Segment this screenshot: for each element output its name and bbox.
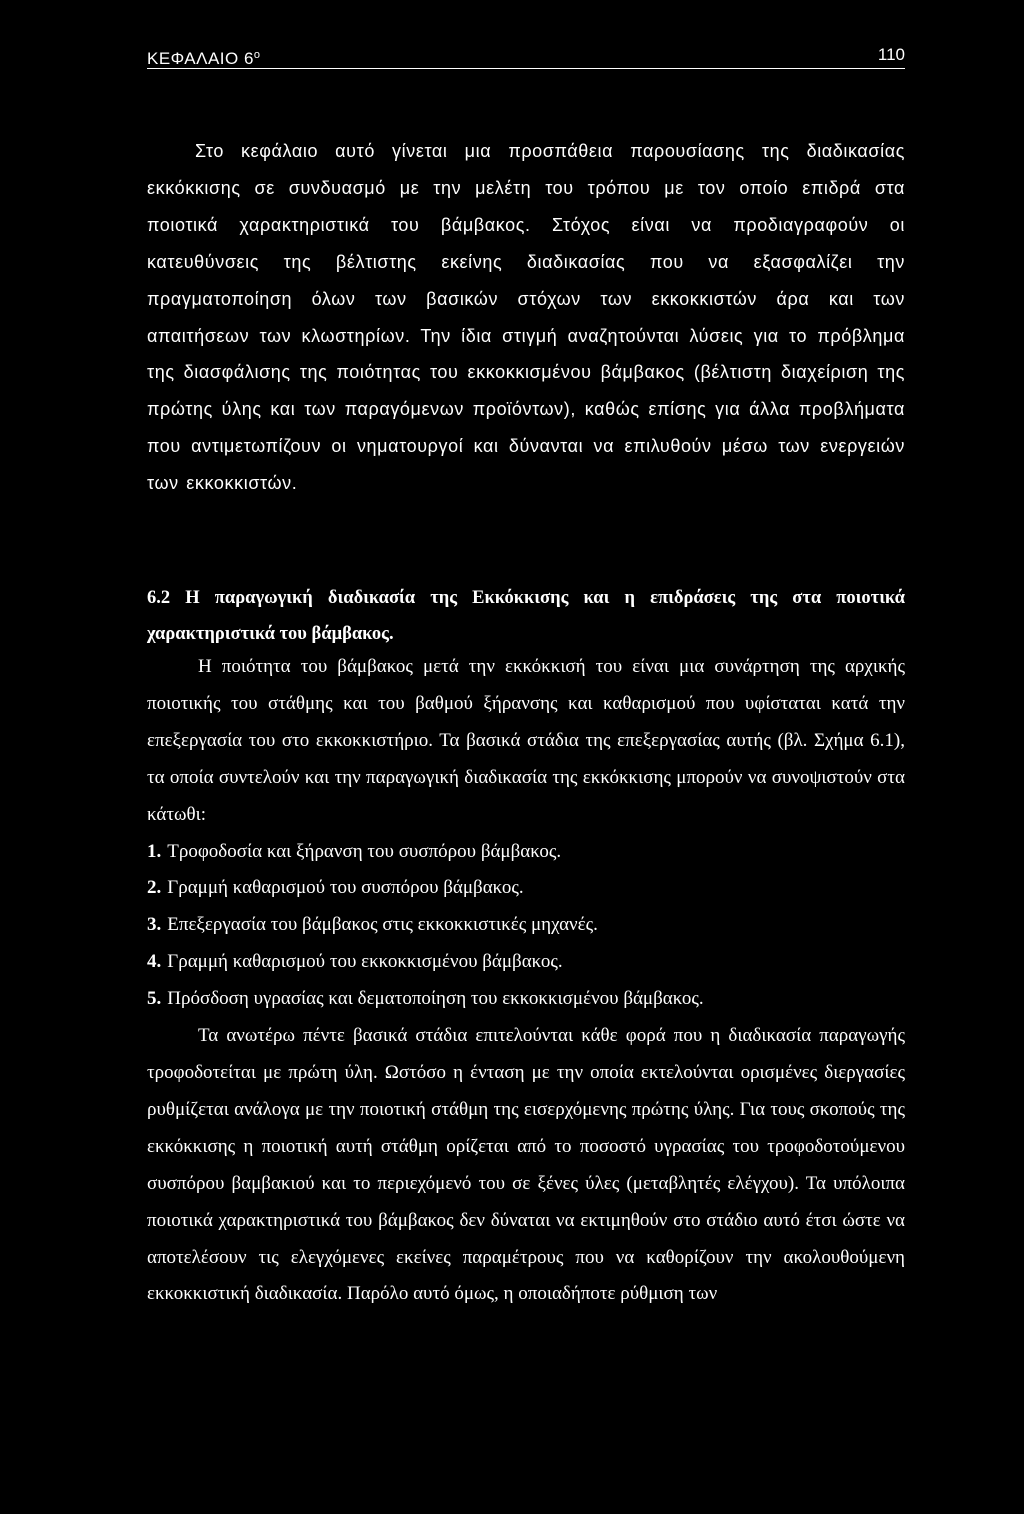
stages-list bbox=[147, 834, 905, 1019]
running-header bbox=[147, 44, 905, 69]
list-item: 1. Τροφοδοσία και ξήρανση του συσπόρου βάμβακος. bbox=[147, 840, 562, 862]
list-item: 5. Πρόσδοση υγρασίας και δεματοποίηση του εκκοκκισμένου βάμβακος. bbox=[147, 988, 704, 1010]
intro-paragraph: Στο κεφάλαιο αυτό γίνεται μια προσπάθεια παρουσίασης της διαδικασίας εκκόκκισης σε συνδυασμό με την μελέτη του τρόπου με τον οποίο επιδρά στα ποιοτικά χαρακτηριστικά του βάμβακος. Στόχος είναι να προδιαγραφούν οι κατευθύνσεις της βέλτιστης εκείνης διαδικασίας που να εξασφαλίζει την πραγματοποίηση όλων των βασικών στόχων των εκκοκκιστών άρα και των απαιτήσεων των κλωστηρίων. Την ίδια στιγμή αναζητούνται λύσεις για το πρόβλημα της διασφάλισης της ποιότητας του εκκοκκισμένου βάμβακος (βέλτιστη διαχείριση της πρώτης ύλης και των παραγόμενων προϊόντων), καθώς επίσης για άλλα προβλήματα που αντιμετωπίζουν οι νηματουργοί και δύνανται να επιλυθούν μέσω των ενεργειών των εκκοκκιστών. bbox=[147, 141, 905, 494]
section-heading: 6.2 Η παραγωγική διαδικασία της Εκκόκκισης και η επιδράσεις της στα ποιοτικά χαρακτηριστικά του βάμβακος. bbox=[147, 588, 905, 644]
section-paragraph-1: Η ποιότητα του βάμβακος μετά την εκκόκκισή του είναι μια συνάρτηση της αρχικής ποιοτικής του στάθμης και του βαθμού ξήρανσης και καθαρισμού που υφίσταται κατά την επεξεργασία του στο εκκοκκιστήριο. Τα βασικά στάδια της επεξεργασίας αυτής (βλ. Σχήμα 6.1), τα οποία συντελούν και την παραγωγική διαδικασία της εκκόκκισης μπορούν να συνοψιστούν στα κάτωθι: bbox=[147, 656, 905, 825]
section-body bbox=[147, 649, 905, 1313]
list-item: 3. Επεξεργασία του βάμβακος στις εκκοκκιστικές μηχανές. bbox=[147, 914, 598, 936]
chapter-label: ΚΕΦΑΛΑΙΟ $6^o$ bbox=[147, 49, 261, 68]
page-number: 110 bbox=[877, 45, 905, 64]
list-item: 2. Γραμμή καθαρισμού του συσπόρου βάμβακος. bbox=[147, 877, 524, 899]
list-item: 4. Γραμμή καθαρισμού του εκκοκκισμένου βάμβακος. bbox=[147, 951, 563, 973]
section-paragraph-2: Τα ανωτέρω πέντε βασικά στάδια επιτελούνται κάθε φορά που η διαδικασία παραγωγής τροφοδοτείται με πρώτη ύλη. Ωστόσο η ένταση με την οποία εκτελούνται ορισμένες διεργασίες ρυθμίζεται ανάλογα με την ποιοτική στάθμη της εισερχόμενης πρώτης ύλης. Για τους σκοπούς της εκκόκκισης η ποιοτική αυτή στάθμη ορίζεται από το ποσοστό υγρασίας του τροφοδοτούμενου συσπόρου βαμβακιού και το περιεχόμενό του σε ξένες ύλες (μεταβλητές ελέγχου). Τα υπόλοιπα ποιοτικά χαρακτηριστικά του βάμβακος δεν δύναται να εκτιμηθούν στο στάδιο αυτό έτσι ώστε να αποτελέσουν τις ελεγχόμενες εκείνες παραμέτρους που να καθορίζουν την ακολουθούμενη εκκοκκιστική διαδικασία. Παρόλο αυτό όμως, η οποιαδήποτε ρύθμιση των bbox=[147, 1025, 905, 1305]
